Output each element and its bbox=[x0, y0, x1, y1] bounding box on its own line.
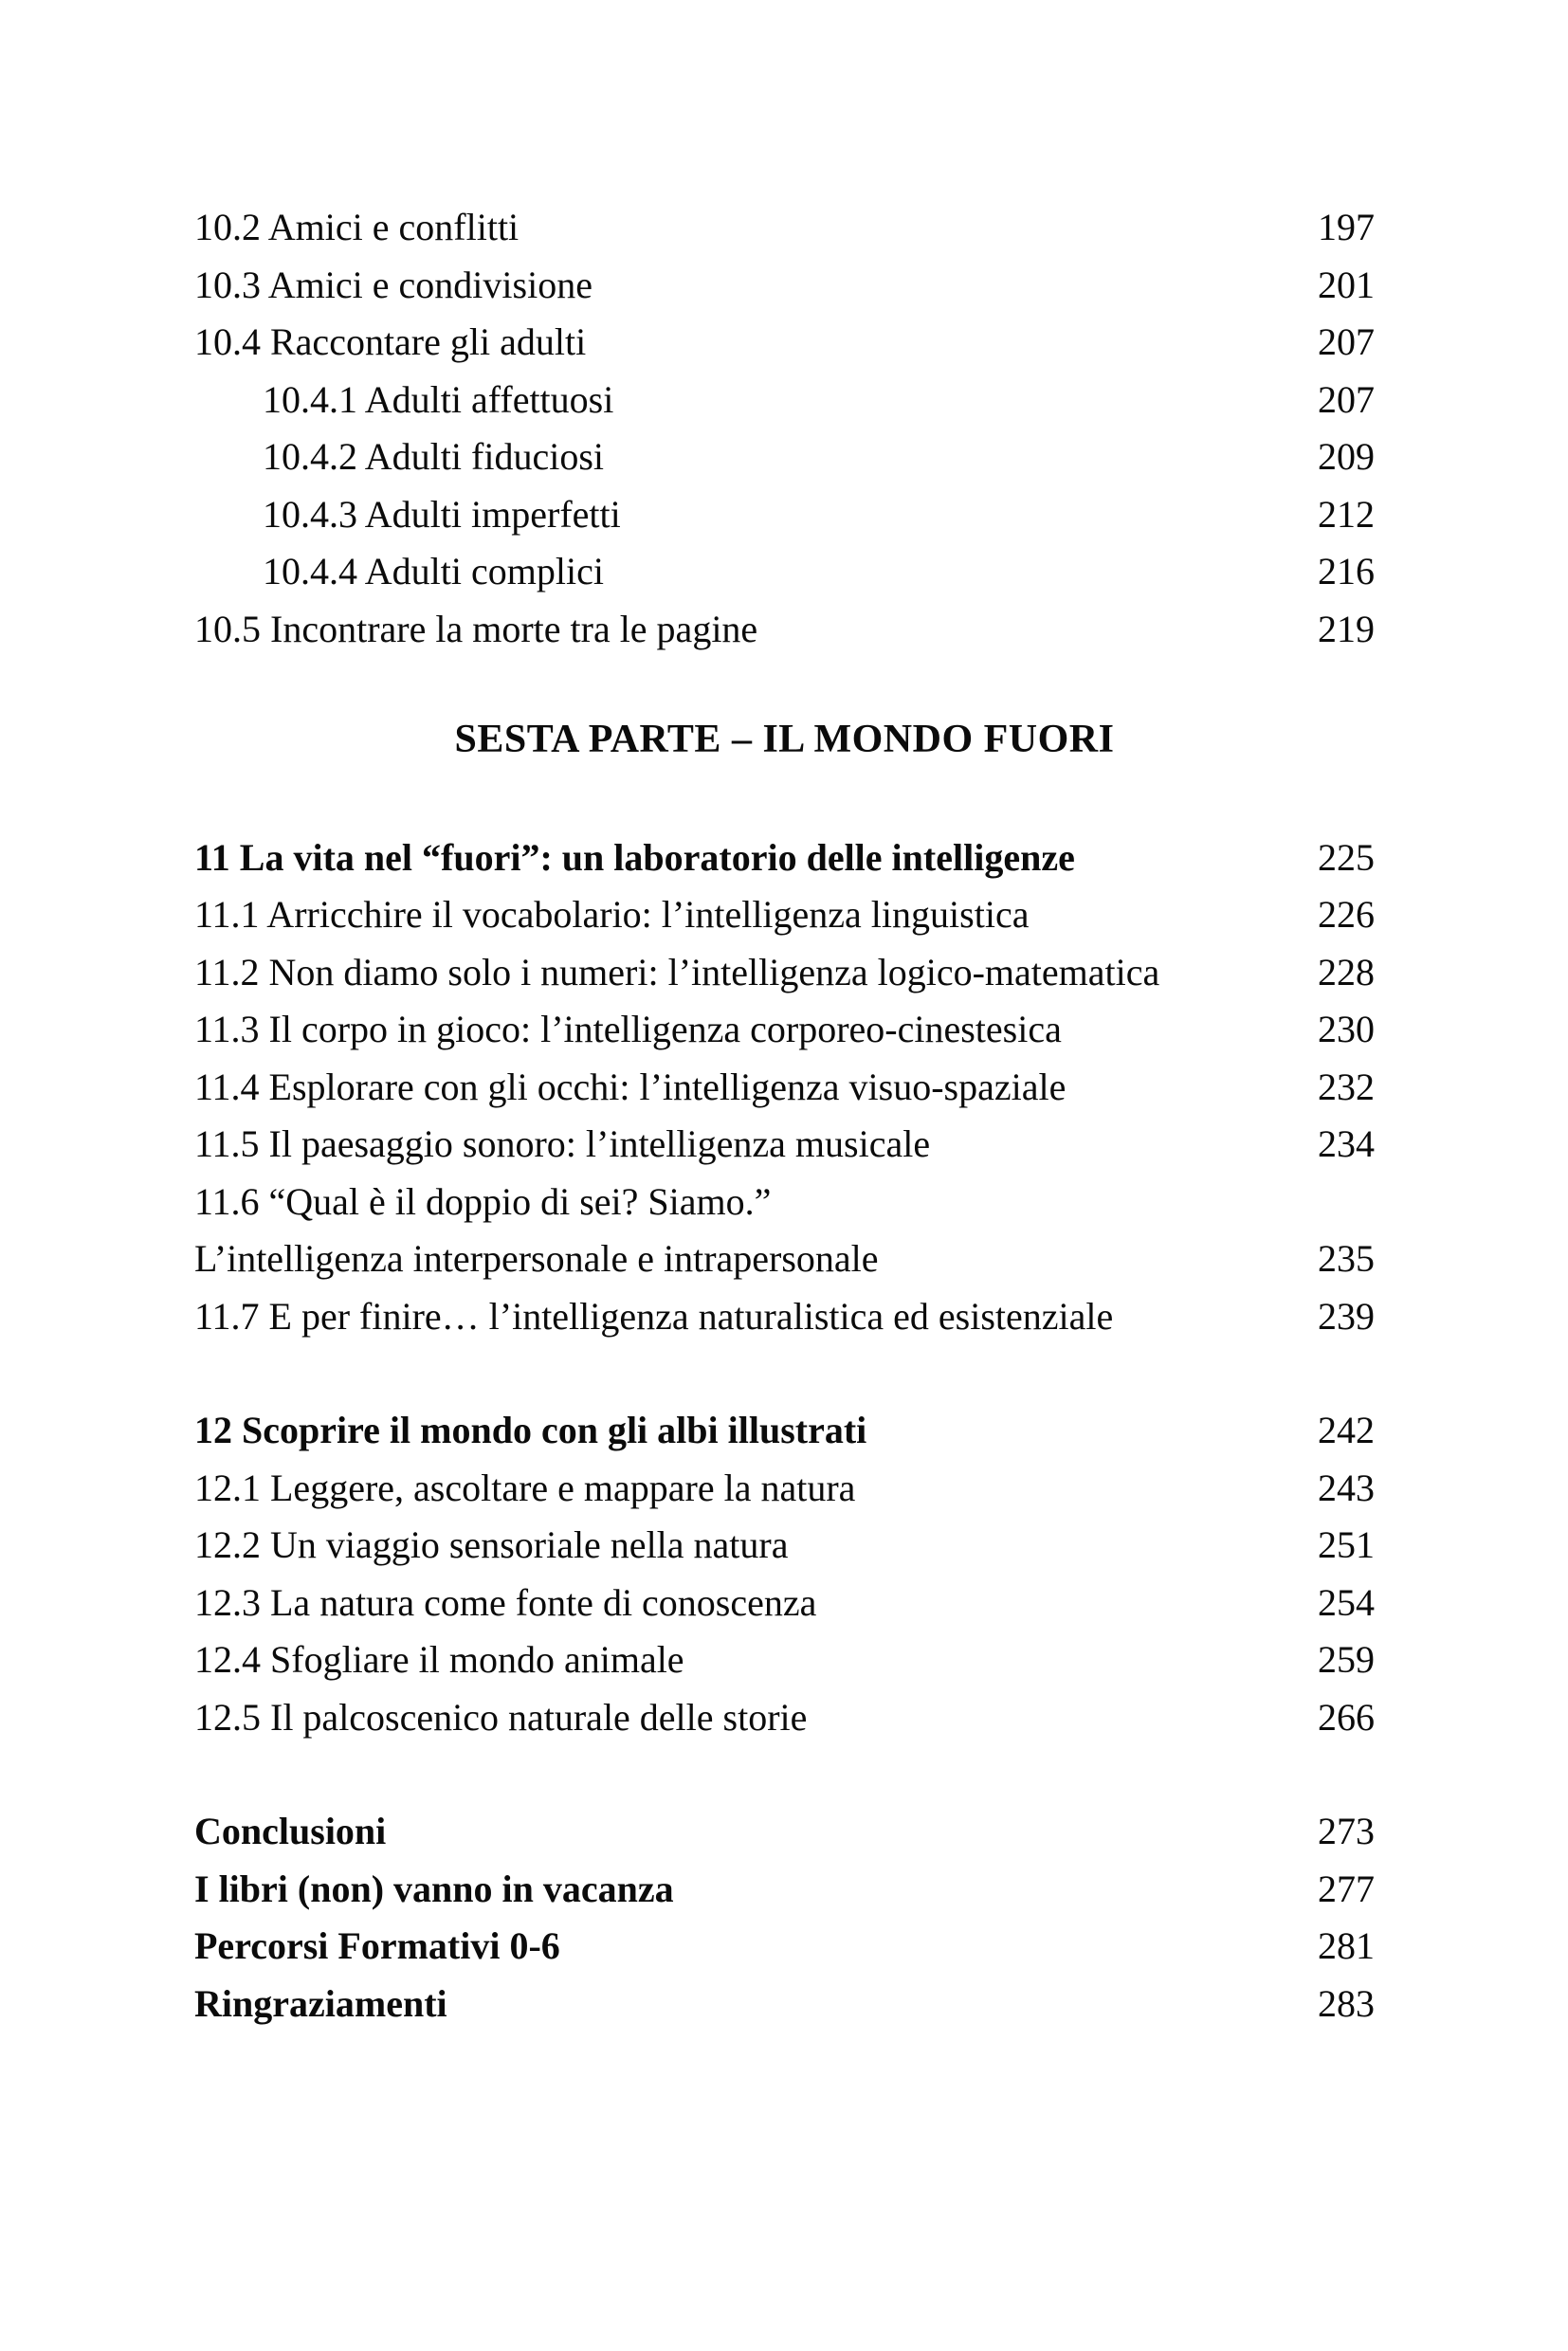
toc-entry-label: 12.4 Sfogliare il mondo animale bbox=[194, 1638, 684, 1681]
toc-block-chapter-12 bbox=[194, 1402, 1375, 1746]
toc-entry-label: I libri (non) vanno in vacanza bbox=[194, 1867, 674, 1910]
toc-block-chapter-11 bbox=[194, 829, 1375, 1346]
toc-entry bbox=[194, 1803, 1375, 1861]
toc-entry-page: 234 bbox=[1318, 1122, 1375, 1165]
toc-entry-label: L’intelligenza interpersonale e intrapersonale bbox=[194, 1237, 879, 1280]
toc-entry-page: 207 bbox=[1318, 320, 1375, 363]
toc-entry-label: Conclusioni bbox=[194, 1810, 387, 1852]
toc-entry-label: 10.3 Amici e condivisione bbox=[194, 263, 593, 306]
toc-entry-label: 12 Scoprire il mondo con gli albi illustrati bbox=[194, 1409, 867, 1451]
toc-entry bbox=[194, 1116, 1375, 1174]
table-of-contents bbox=[194, 199, 1375, 2032]
toc-entry bbox=[194, 1230, 1375, 1288]
toc-entry-page: 239 bbox=[1318, 1294, 1375, 1338]
toc-entry bbox=[194, 1575, 1375, 1632]
toc-entry bbox=[194, 1689, 1375, 1747]
toc-entry-page: 259 bbox=[1318, 1638, 1375, 1681]
toc-entry-label: 11 La vita nel “fuori”: un laboratorio delle intelligenze bbox=[194, 835, 1075, 879]
toc-entry-page: 228 bbox=[1318, 950, 1375, 993]
toc-entry-page: 251 bbox=[1318, 1523, 1375, 1566]
toc-entry-label: 11.1 Arricchire il vocabolario: l’intelligenza linguistica bbox=[194, 893, 1030, 936]
toc-entry-label: 10.4 Raccontare gli adulti bbox=[194, 320, 587, 363]
toc-entry-label: 10.5 Incontrare la morte tra le pagine bbox=[194, 607, 758, 650]
toc-entry bbox=[194, 1059, 1375, 1117]
toc-entry-page: 226 bbox=[1318, 893, 1375, 936]
toc-entry-page: 281 bbox=[1318, 1924, 1375, 1967]
toc-entry-page: 219 bbox=[1318, 607, 1375, 650]
toc-entry bbox=[194, 601, 1375, 659]
toc-entry bbox=[194, 1001, 1375, 1059]
toc-entry-page: 242 bbox=[1318, 1409, 1375, 1451]
toc-entry-label: 11.7 E per finire… l’intelligenza naturalistica ed esistenziale bbox=[194, 1294, 1114, 1338]
toc-entry bbox=[194, 257, 1375, 315]
toc-entry-page: 277 bbox=[1318, 1867, 1375, 1910]
toc-entry-label: 11.2 Non diamo solo i numeri: l’intelligenza logico-matematica bbox=[194, 950, 1160, 993]
toc-entry-label: 10.4.3 Adulti imperfetti bbox=[263, 492, 621, 536]
toc-entry-page: 212 bbox=[1318, 492, 1375, 536]
toc-entry-page: 232 bbox=[1318, 1065, 1375, 1108]
toc-entry bbox=[194, 1174, 1375, 1231]
toc-entry bbox=[194, 314, 1375, 372]
toc-entry-page: 216 bbox=[1318, 550, 1375, 592]
toc-entry-label: Ringraziamenti bbox=[194, 1981, 447, 2025]
toc-entry-label: Percorsi Formativi 0-6 bbox=[194, 1924, 560, 1967]
toc-entry-label: 10.2 Amici e conflitti bbox=[194, 206, 520, 248]
toc-entry bbox=[194, 1631, 1375, 1689]
toc-entry-label: 12.2 Un viaggio sensoriale nella natura bbox=[194, 1523, 789, 1566]
toc-entry bbox=[194, 1402, 1375, 1460]
toc-entry bbox=[194, 944, 1375, 1002]
toc-entry-page: 243 bbox=[1318, 1466, 1375, 1509]
toc-entry-label: 12.1 Leggere, ascoltare e mappare la natura bbox=[194, 1466, 856, 1509]
toc-entry-label: 11.6 “Qual è il doppio di sei? Siamo.” bbox=[194, 1179, 772, 1223]
toc-block-chapter-10 bbox=[194, 199, 1375, 658]
toc-entry-page: 197 bbox=[1318, 206, 1375, 248]
toc-entry bbox=[194, 829, 1375, 887]
toc-entry-page: 209 bbox=[1318, 435, 1375, 478]
toc-entry-page: 273 bbox=[1318, 1810, 1375, 1852]
toc-entry bbox=[194, 1976, 1375, 2033]
toc-entry-label: 10.4.4 Adulti complici bbox=[263, 550, 604, 592]
toc-entry-page: 283 bbox=[1318, 1981, 1375, 2025]
toc-entry bbox=[194, 372, 1375, 429]
toc-block-backmatter bbox=[194, 1803, 1375, 2032]
toc-entry bbox=[194, 486, 1375, 544]
toc-entry bbox=[194, 1517, 1375, 1575]
toc-entry-label: 11.5 Il paesaggio sonoro: l’intelligenza musicale bbox=[194, 1122, 931, 1165]
toc-entry bbox=[194, 1460, 1375, 1518]
toc-entry bbox=[194, 1288, 1375, 1346]
toc-entry-page: 235 bbox=[1318, 1237, 1375, 1280]
part-heading: SESTA PARTE – IL MONDO FUORI bbox=[454, 718, 1115, 761]
toc-entry-page: 201 bbox=[1318, 263, 1375, 306]
toc-entry-page: 254 bbox=[1318, 1580, 1375, 1624]
toc-entry bbox=[194, 543, 1375, 601]
toc-entry bbox=[194, 1918, 1375, 1976]
toc-entry-label: 11.3 Il corpo in gioco: l’intelligenza corporeo-cinestesica bbox=[194, 1008, 1062, 1050]
toc-entry-page: 266 bbox=[1318, 1695, 1375, 1739]
toc-entry bbox=[194, 428, 1375, 486]
toc-entry-page: 225 bbox=[1318, 835, 1375, 879]
toc-entry bbox=[194, 1861, 1375, 1919]
toc-entry-page: 207 bbox=[1318, 377, 1375, 421]
toc-entry bbox=[194, 199, 1375, 257]
toc-entry-label: 10.4.1 Adulti affettuosi bbox=[263, 377, 614, 421]
toc-entry-label: 12.3 La natura come fonte di conoscenza bbox=[194, 1580, 817, 1624]
toc-entry-label: 12.5 Il palcoscenico naturale delle storie bbox=[194, 1695, 808, 1739]
toc-entry-label: 11.4 Esplorare con gli occhi: l’intelligenza visuo-spaziale bbox=[194, 1065, 1067, 1108]
toc-entry bbox=[194, 886, 1375, 944]
toc-entry-page: 230 bbox=[1318, 1008, 1375, 1050]
toc-entry-label: 10.4.2 Adulti fiduciosi bbox=[263, 435, 604, 478]
